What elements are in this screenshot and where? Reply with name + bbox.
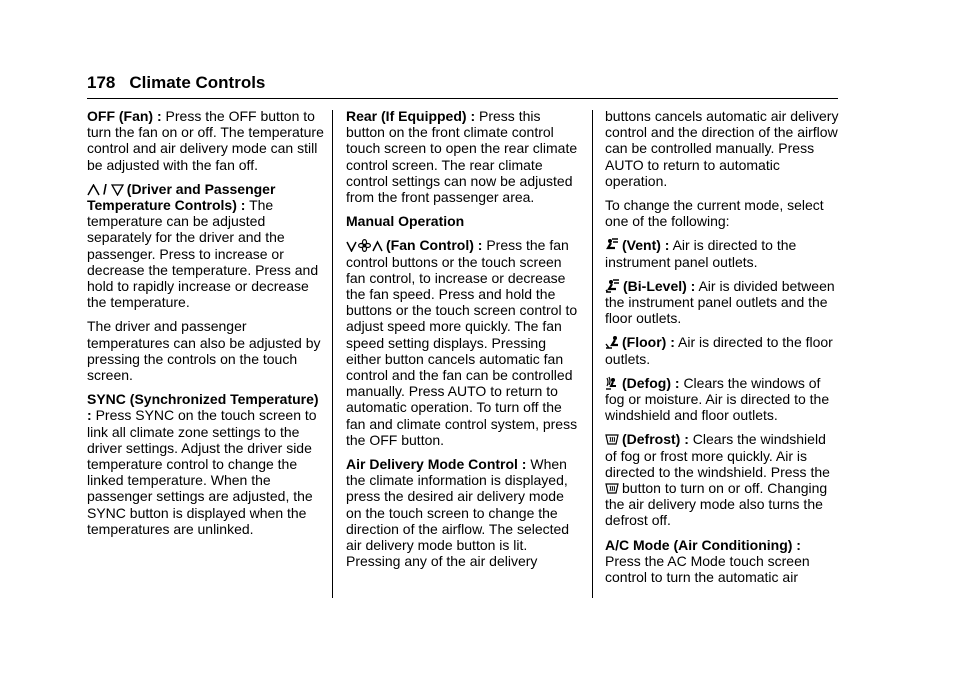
fan-increase-icon — [372, 240, 383, 252]
air-delivery-text: When the climate information is displayed, press the desired air delivery mode on the touch screen to change the direction of the airflow. The selected air delivery mode button is lit. Pressing any of the air delivery — [346, 456, 570, 570]
defrost-text-b: button to turn on or off. Changing the air delivery mode also turns the defrost off. — [605, 480, 828, 529]
page-header — [87, 72, 838, 94]
fan-control-text: Press the fan control buttons or the touch screen fan control, to increase or decrease the fan speed. Press and hold the buttons or the touch screen control to adjust speed more quickly. The fan speed setting displays. Pressing either button cancels automatic fan control and the fan can be controlled manually. Press AUTO to return to automatic operation. To turn off the fan and climate control system, press the OFF button. — [346, 237, 578, 448]
temperature-controls-text: The temperature can be adjusted separately for the driver and the passenger. Press to increase or decrease the temperature. Press and hold to rapidly increase or decrease the temperature. — [87, 197, 319, 311]
floor-mode-icon — [605, 335, 619, 349]
rear-paragraph — [346, 108, 581, 205]
defog-mode-icon — [605, 376, 619, 390]
vent-paragraph — [605, 237, 840, 269]
temperature-controls-label: (Driver and Passenger Temperature Controls) : — [87, 180, 276, 214]
touch-screen-paragraph: The driver and passenger temperatures can also be adjusted by pressing the controls on the touch screen. — [87, 318, 321, 384]
column-divider — [592, 110, 593, 598]
defog-paragraph — [605, 375, 840, 424]
bilevel-text: Air is divided between the instrument panel outlets and the floor outlets. — [605, 277, 835, 327]
sync-text: Press SYNC on the touch screen to link all climate zone settings to the driver settings. Adjust the driver side temperature control to change the linked temperature. When the passenger settings are adjusted, the SYNC button is displayed when the temperatures are unlinked. — [87, 407, 317, 537]
column-divider — [332, 110, 333, 598]
page-number: 178 — [87, 73, 116, 92]
sync-paragraph — [87, 391, 327, 537]
bilevel-mode-icon — [605, 279, 620, 293]
defrost-paragraph — [605, 431, 840, 528]
page-title: Climate Controls — [129, 73, 266, 92]
fan-icon — [358, 239, 371, 252]
ac-mode-text: Press the AC Mode touch screen control to turn the automatic air — [605, 552, 810, 586]
vent-label: (Vent) : — [622, 237, 670, 254]
header-rule — [87, 98, 838, 99]
floor-text: Air is directed to the floor outlets. — [605, 334, 833, 367]
defog-text: Clears the windows of fog or moisture. Air is directed to the windshield and floor outlets. — [605, 374, 830, 424]
bilevel-label: (Bi-Level) : — [623, 277, 696, 294]
off-fan-text: Press the OFF button to turn the fan on or off. The temperature control and air delivery mode can still be adjusted with the fan off. — [87, 108, 324, 173]
column-1 — [87, 108, 327, 545]
defrost-button-icon — [605, 482, 619, 495]
vent-mode-icon — [605, 238, 619, 252]
air-delivery-label: Air Delivery Mode Control : — [346, 456, 527, 473]
off-fan-label: OFF (Fan) : — [87, 108, 162, 124]
floor-label: (Floor) : — [622, 334, 675, 351]
floor-paragraph — [605, 334, 840, 366]
slash-text: / — [103, 180, 107, 197]
manual-operation-heading-text: Manual Operation — [346, 213, 465, 230]
fan-control-paragraph — [346, 237, 581, 448]
ac-mode-label: A/C Mode (Air Conditioning) : — [605, 536, 801, 553]
change-mode-paragraph: To change the current mode, select one of the following: — [605, 197, 824, 230]
bilevel-paragraph — [605, 278, 840, 327]
column-3 — [605, 108, 840, 593]
defrost-text-a: Clears the windshield of fog or frost more quickly. Air is directed to the windshield. Press the — [605, 431, 830, 480]
sync-label: SYNC (Synchronized Temperature) : — [87, 391, 319, 424]
temp-increase-icon — [87, 184, 100, 196]
vent-text: Air is directed to the instrument panel outlets. — [605, 237, 797, 270]
temp-decrease-icon — [111, 184, 124, 196]
continuation-paragraph: buttons cancels automatic air delivery control and the direction of the airflow can be controlled manually. Press AUTO to return to automatic operation. — [605, 108, 839, 189]
defrost-icon — [605, 433, 619, 446]
manual-operation-heading — [346, 213, 581, 229]
defog-label: (Defog) : — [622, 374, 680, 391]
fan-decrease-icon — [346, 240, 357, 252]
defrost-label: (Defrost) : — [622, 431, 689, 448]
air-delivery-paragraph — [346, 456, 581, 569]
rear-label: Rear (If Equipped) : — [346, 108, 476, 124]
rear-text: Press this button on the front climate control touch screen to open the rear climate control screen. The rear climate control settings can now be adjusted from the front passenger area. — [346, 108, 578, 206]
fan-control-label: (Fan Control) : — [386, 237, 483, 254]
ac-mode-paragraph — [605, 537, 840, 586]
temperature-controls-paragraph — [87, 181, 327, 311]
off-fan-paragraph — [87, 108, 327, 173]
column-2 — [346, 108, 581, 577]
